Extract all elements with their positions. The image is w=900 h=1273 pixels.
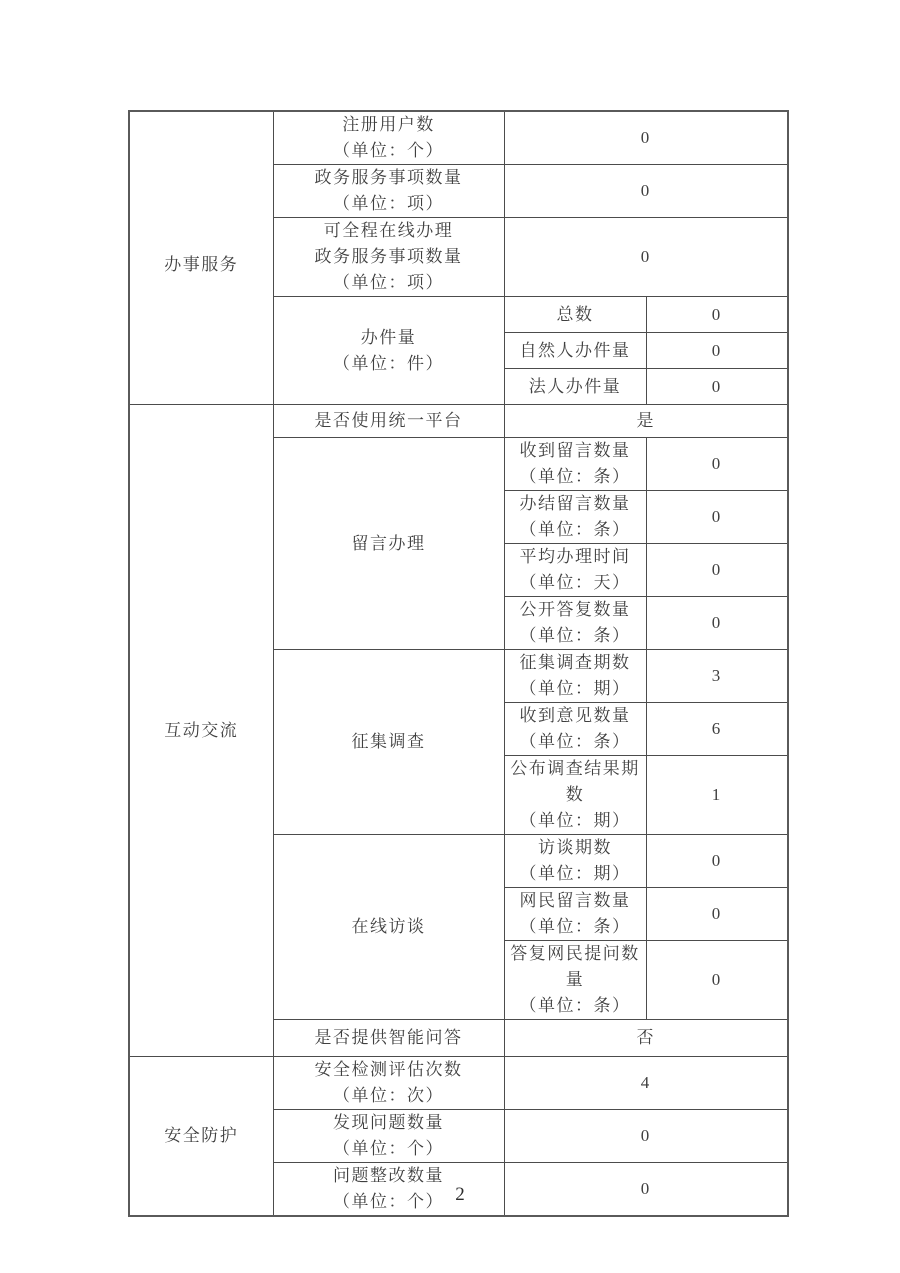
sub-item-value: 0 — [646, 597, 788, 650]
item-label — [273, 218, 504, 297]
item-unit-line: （单位：条） — [519, 996, 631, 1015]
item-label-line: 网民留言数量 — [519, 891, 631, 910]
category-cell-hudong-jiaoliu: 互动交流 — [129, 405, 273, 1057]
item-label-line: 征集调查期数 — [519, 653, 631, 672]
item-label-line: 办结留言数量 — [519, 494, 631, 513]
group-label-zaixian-fangtan: 在线访谈 — [273, 835, 504, 1020]
sub-item-label — [504, 650, 646, 703]
sub-item-value: 1 — [646, 756, 788, 835]
group-label-zhengji-diaocha: 征集调查 — [273, 650, 504, 835]
sub-item-value: 3 — [646, 650, 788, 703]
item-unit-line: （单位：项） — [333, 194, 444, 213]
sub-item-label — [504, 703, 646, 756]
sub-item-label — [504, 941, 646, 1020]
item-label — [273, 1110, 504, 1163]
item-label-line: 办件量 — [360, 327, 417, 347]
item-label-line: 安全检测评估次数 — [314, 1060, 463, 1079]
item-unit-line: （单位：项） — [333, 273, 444, 292]
table-row — [129, 1057, 788, 1110]
sub-item-value: 6 — [646, 703, 788, 756]
item-label-line: 政务服务事项数量 — [314, 168, 463, 187]
item-label-line: 收到留言数量 — [519, 441, 631, 460]
item-label-line: 发现问题数量 — [333, 1113, 444, 1132]
sub-item-label — [504, 888, 646, 941]
item-label-line: 答复网民提问数量 — [510, 944, 640, 989]
sub-item-label — [504, 544, 646, 597]
group-label-liuyan-banli: 留言办理 — [273, 438, 504, 650]
item-value: 0 — [504, 1163, 788, 1217]
item-value: 0 — [504, 111, 788, 165]
item-unit-line: （单位：期） — [519, 811, 631, 830]
item-value: 0 — [504, 218, 788, 297]
item-label: 是否提供智能问答 — [273, 1020, 504, 1057]
item-label — [273, 111, 504, 165]
sub-item-value: 0 — [646, 888, 788, 941]
sub-item-value: 0 — [646, 438, 788, 491]
item-label-line: 政务服务事项数量 — [314, 247, 463, 266]
item-label-line: 平均办理时间 — [519, 547, 631, 566]
item-label-line: 公开答复数量 — [519, 600, 631, 619]
item-unit-line: （单位：天） — [519, 573, 631, 592]
item-unit-line: （单位：件） — [333, 353, 444, 373]
item-value: 4 — [504, 1057, 788, 1110]
page-number: 2 — [455, 1184, 465, 1205]
category-cell-banshi-fuwu: 办事服务 — [129, 111, 273, 405]
sub-item-label: 总数 — [504, 297, 646, 333]
group-label-banjianliang — [273, 297, 504, 405]
item-value: 否 — [504, 1020, 788, 1057]
item-label-line: 问题整改数量 — [333, 1166, 444, 1185]
sub-item-value: 0 — [646, 941, 788, 1020]
sub-item-value: 0 — [646, 835, 788, 888]
sub-item-value: 0 — [646, 297, 788, 333]
table-row — [129, 111, 788, 165]
item-unit-line: （单位：条） — [519, 626, 631, 645]
sub-item-label — [504, 835, 646, 888]
sub-item-label — [504, 756, 646, 835]
sub-item-label — [504, 438, 646, 491]
item-unit-line: （单位：条） — [519, 467, 631, 486]
sub-item-value: 0 — [646, 369, 788, 405]
item-label — [273, 165, 504, 218]
item-label-line: 访谈期数 — [538, 838, 612, 857]
item-value: 0 — [504, 165, 788, 218]
item-unit-line: （单位：期） — [519, 864, 631, 883]
sub-item-value: 0 — [646, 333, 788, 369]
table-row — [129, 405, 788, 438]
category-cell-anquan-fanghu: 安全防护 — [129, 1057, 273, 1217]
item-value: 0 — [504, 1110, 788, 1163]
item-label-line: 公布调查结果期数 — [510, 759, 640, 804]
sub-item-label: 自然人办件量 — [504, 333, 646, 369]
item-label — [273, 1057, 504, 1110]
item-unit-line: （单位：条） — [519, 520, 631, 539]
item-unit-line: （单位：个） — [333, 1139, 444, 1158]
sub-item-label — [504, 597, 646, 650]
item-unit-line: （单位：条） — [519, 917, 631, 936]
item-label-line: 注册用户数 — [342, 115, 435, 134]
item-unit-line: （单位：个） — [333, 141, 444, 160]
item-unit-line: （单位：个） — [333, 1192, 444, 1211]
item-value: 是 — [504, 405, 788, 438]
item-label-line: 收到意见数量 — [519, 706, 631, 725]
sub-item-label — [504, 491, 646, 544]
item-label-line: 可全程在线办理 — [323, 221, 454, 240]
sub-item-label: 法人办件量 — [504, 369, 646, 405]
annual-report-table — [128, 110, 789, 1217]
item-unit-line: （单位：条） — [519, 732, 631, 751]
sub-item-value: 0 — [646, 491, 788, 544]
sub-item-value: 0 — [646, 544, 788, 597]
item-unit-line: （单位：次） — [333, 1086, 444, 1105]
item-label: 是否使用统一平台 — [273, 405, 504, 438]
item-unit-line: （单位：期） — [519, 679, 631, 698]
